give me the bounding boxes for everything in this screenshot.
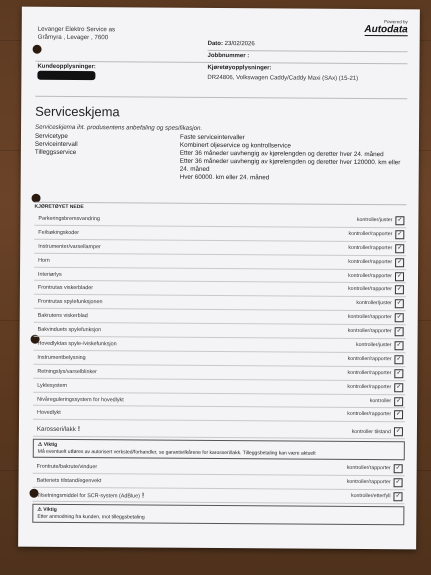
checklist-item: Lyktesystem kontroller/rapporter ✓ — [33, 378, 405, 394]
checkbox[interactable]: ✓ — [394, 465, 403, 474]
date-label: Dato: — [207, 40, 223, 48]
checkbox[interactable]: ✓ — [394, 355, 403, 364]
notice-heading: Viktig — [43, 442, 58, 449]
company-name: Levanger Elektro Service as — [37, 25, 116, 34]
service-row: Tilleggsservice Etter 36 måneder uavhengig av kjørelengden og deretter hver 24. måned — [34, 148, 384, 159]
important-notice — [33, 439, 405, 461]
service-info — [35, 133, 405, 184]
company-address: Gråmyra , Levager , 7600 — [37, 33, 109, 42]
checkbox[interactable]: ✓ — [395, 244, 404, 253]
job-number-row — [208, 53, 250, 59]
company-block — [38, 26, 116, 43]
info-icon: ⚠ — [37, 442, 43, 449]
checkbox[interactable]: ✓ — [395, 216, 404, 225]
checkbox[interactable]: ✓ — [394, 478, 403, 487]
powered-by-text: Powered by — [384, 19, 408, 25]
checkbox[interactable]: ✓ — [394, 369, 403, 378]
checklist-item: Frontrutas spylefunksjonen kontroller/juster ✓ — [34, 295, 406, 311]
checkbox[interactable]: ✓ — [395, 230, 404, 239]
checklist-item: Hovedlyktas spyle-/viskefunksjon kontroller/juster ✓ — [33, 337, 405, 353]
checklist — [32, 212, 406, 528]
checklist-item: Retningslys/varselblinker kontroller/rapporter ✓ — [33, 365, 405, 381]
important-notice — [32, 504, 404, 526]
vehicle-value: DR24806, Volkswagen Caddy/Caddy Maxi (SAx) (15-21) — [207, 74, 359, 82]
checklist-item: Feilsøkingskoder kontroller/rapporter ✓ — [34, 226, 406, 242]
checkbox[interactable]: ✓ — [395, 272, 404, 281]
service-sheet — [18, 7, 420, 550]
warning-mark-icon: ! — [77, 426, 81, 434]
checklist-item: Instrumenter/varsellamper kontroller/rapporter ✓ — [34, 239, 406, 255]
service-row: Hver 60000. km eller 24. måned — [179, 173, 270, 182]
checklist-item: Frontrute/bakrute/vinduer kontroller/rapporter ✓ — [33, 460, 405, 476]
checklist-item: Interiørlys kontroller/rapporter ✓ — [34, 267, 406, 283]
checklist-item: Bakvinduets spylefunksjon kontroller/rapporter ✓ — [34, 323, 406, 339]
punch-hole — [33, 45, 42, 54]
checkbox[interactable]: ✓ — [394, 383, 403, 392]
notice-text: Etter anmodning fra kunden, mot tilleggsbetaling — [37, 513, 145, 521]
vehicle-label: Kjøretøyopplysninger: — [207, 64, 272, 72]
checklist-item: Frontrutas viskerblader kontroller/rapporter ✓ — [34, 281, 406, 297]
checkbox[interactable]: ✓ — [395, 286, 404, 295]
checklist-item: Batteriets tilstand/egenvekt kontroller/rapporter ✓ — [33, 474, 405, 490]
customer-label: Kundeopplysninger: — [37, 63, 96, 71]
brand-text: Autodata — [364, 24, 408, 36]
notice-text: Må eventuelt utføres av autorisert verksted/forhandler, se garantivilkårene for karosseri/lakk. Tilleggsbetaling kan være aktuelt — [37, 449, 316, 458]
checkbox[interactable]: ✓ — [393, 492, 402, 501]
redacted-customer-name — [37, 71, 95, 80]
checkbox[interactable]: ✓ — [395, 327, 404, 336]
checklist-item: Bakrutens viskerblad kontroller/rapporter ✓ — [34, 309, 406, 325]
checkbox[interactable]: ✓ — [395, 300, 404, 309]
date-row — [208, 41, 255, 47]
checklist-item-body: Karosseri/lakk ! kontroller tilstand ✓ — [33, 420, 405, 440]
checkbox[interactable]: ✓ — [395, 258, 404, 267]
checkbox[interactable]: ✓ — [394, 341, 403, 350]
autodata-logo — [364, 19, 407, 36]
warning-mark-icon: ! — [141, 492, 145, 500]
checklist-item: Hovedlykt kontroller/rapporter ✓ — [33, 406, 405, 422]
checkbox[interactable]: ✓ — [394, 428, 403, 437]
checklist-item: Nivåreguleringssystem for hovedlykt kontroller ✓ — [33, 392, 405, 408]
job-number-label: Jobbnummer : — [207, 52, 250, 60]
checklist-item-scr: Tilsetningsmiddel for SCR-system (AdBlue) ! kontroller/etterfyll ✓ — [32, 488, 404, 504]
checkbox[interactable]: ✓ — [394, 411, 403, 420]
info-icon: ⚠ — [37, 506, 42, 513]
page-subtitle: Serviceskjema iht. produsentens anbefaling og spesifikasjon. — [35, 123, 203, 132]
notice-heading: Viktig — [43, 506, 57, 513]
checklist-item: Horn kontroller/rapporter ✓ — [34, 253, 406, 269]
checklist-item: Instrumentbelysning kontroller/rapporter ✓ — [33, 351, 405, 367]
checkbox[interactable]: ✓ — [395, 313, 404, 322]
page-title: Serviceskjema — [35, 103, 120, 120]
section-heading: KJØRETØYET NEDE — [34, 203, 84, 211]
service-row: Servicetype Faste serviceintervaller — [34, 132, 245, 142]
checklist-item: Parkeringsbremsvandring kontroller/juster ✓ — [34, 212, 406, 228]
checkbox[interactable]: ✓ — [394, 397, 403, 406]
service-row: Etter 36 måneder uavhengig av kjørelengden og deretter hver 120000. km eller 24. måned — [179, 157, 401, 173]
date-value: 23/02/2026 — [224, 41, 255, 48]
service-row: Serviceintervall Kombinert oljeservice og kontrollservice — [34, 140, 291, 150]
